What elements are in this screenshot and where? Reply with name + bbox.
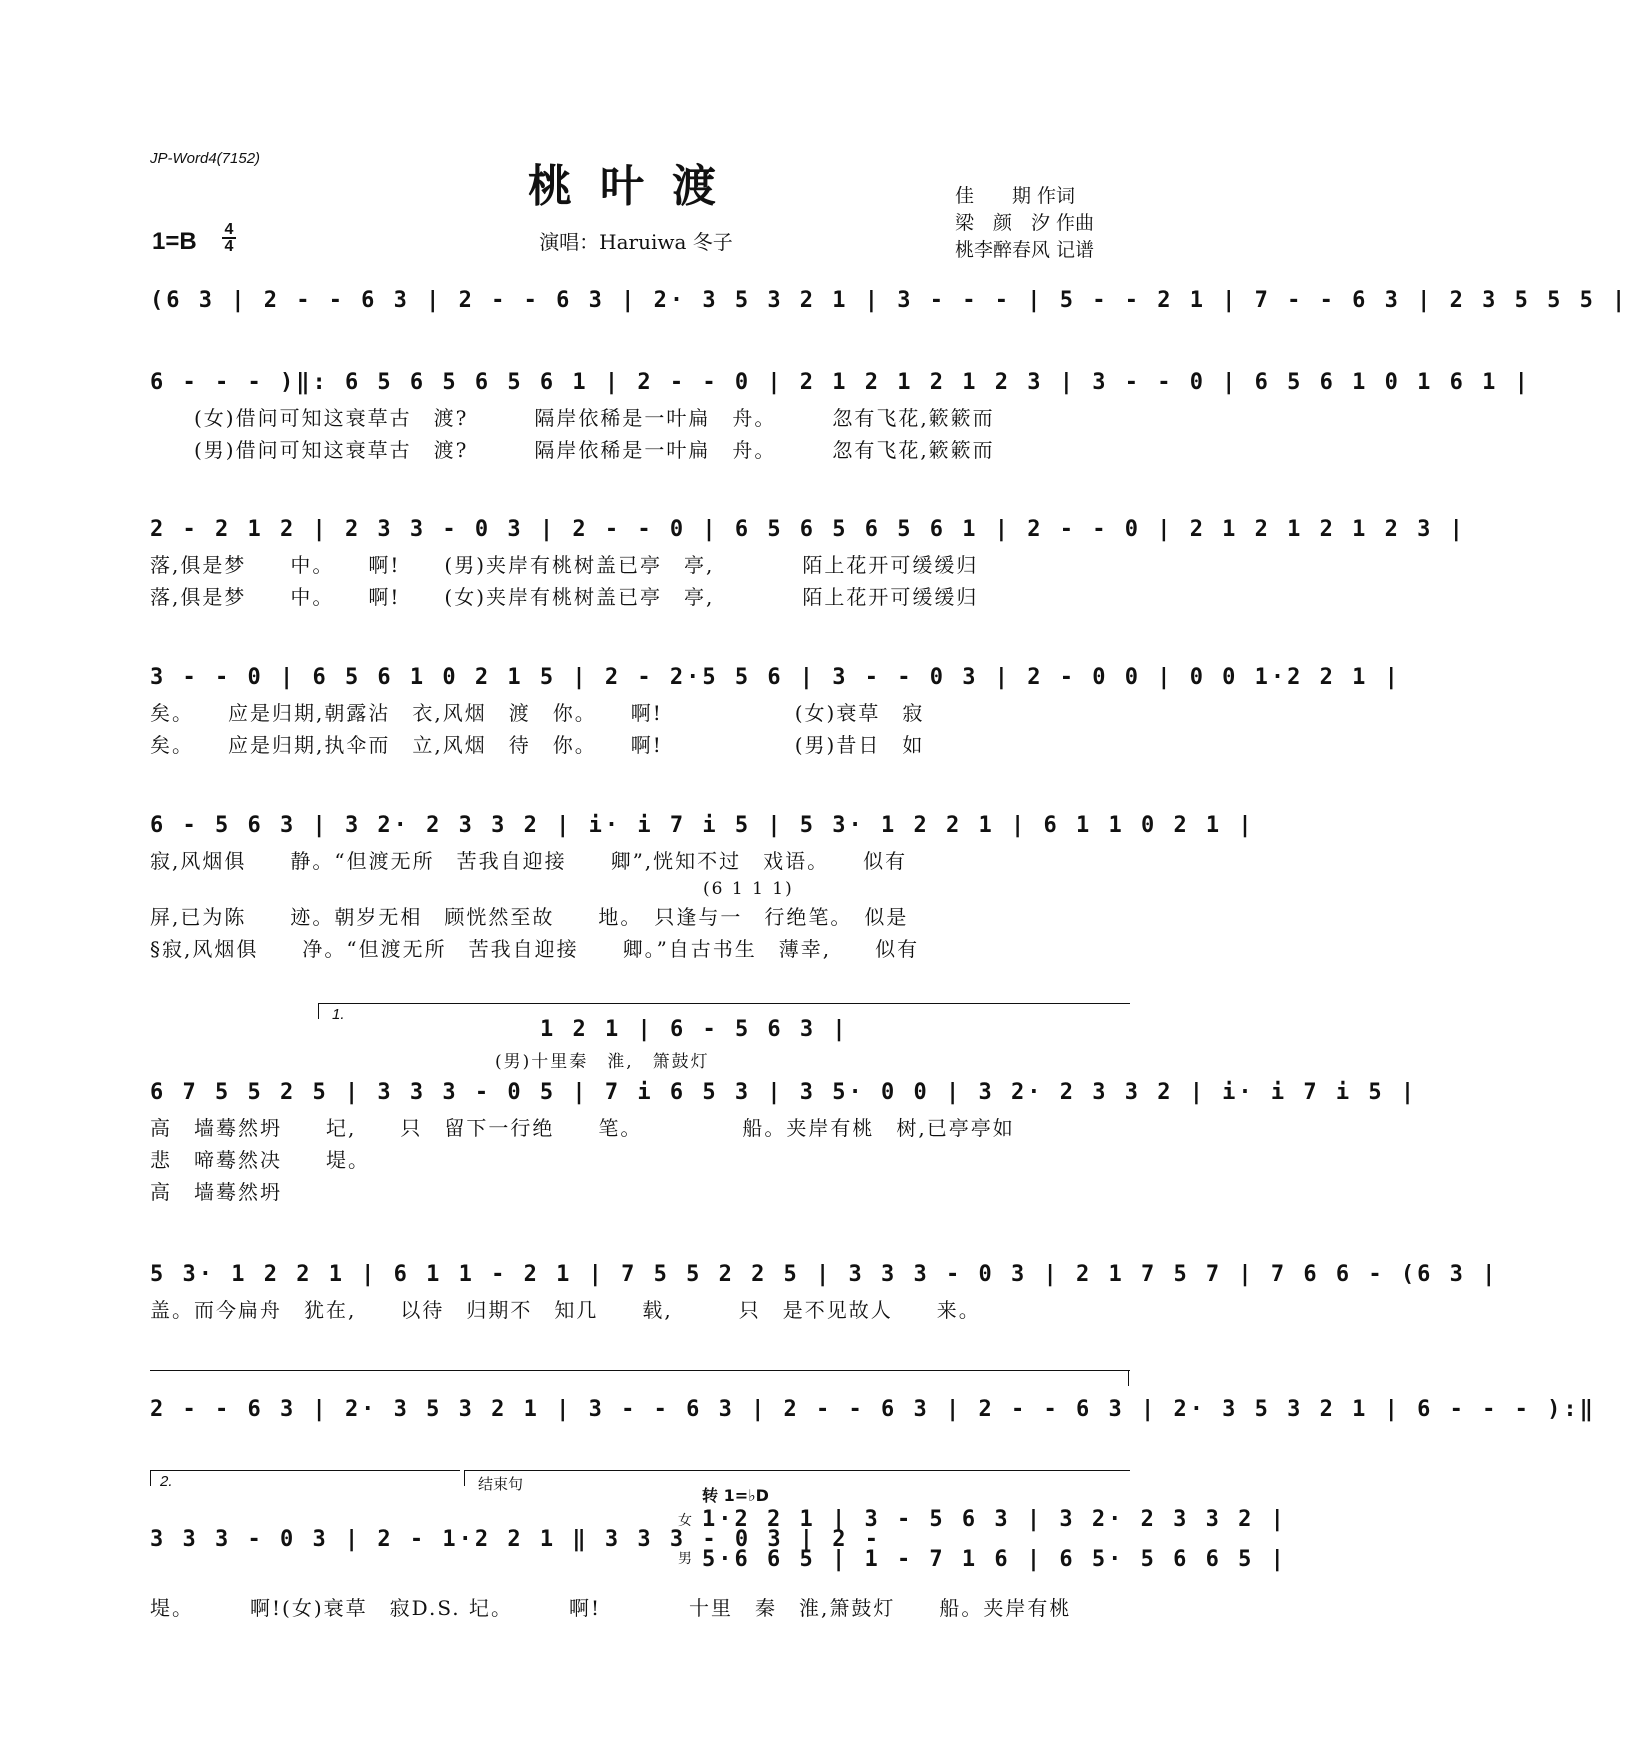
lyric-line-2: 悲 啼蓦然决 堤。 [150, 1148, 370, 1172]
lyric-line-1: 落,俱是梦 中。 啊! (男)夹岸有桃树盖已亭 亭, 陌上花开可缓缓归 [150, 553, 979, 577]
coda-tick [464, 1470, 465, 1486]
notes-line: 2 - 2 1 2 | 2 3 3 - 0 3 | 2 - - 0 | 6 5 6 5 6 5 6 1 | 2 - - 0 | 2 1 2 1 2 1 2 3 | [150, 517, 1466, 542]
notes-line: 5 3· 1 2 2 1 | 6 1 1 - 2 1 | 7 5 5 2 2 5 | 3 3 3 - 0 3 | 2 1 7 5 7 | 7 6 6 - (6 3 | [150, 1262, 1499, 1287]
system-7 [150, 1257, 1499, 1326]
notes-line: 3 3 3 - 0 3 | 2 - 1·2 2 1 ‖ 3 3 3 - 0 3 | 2 - [150, 1527, 882, 1552]
volta-2-label: 2. [160, 1473, 173, 1490]
lyric-line-1: 堤。 啊!(女)衰草 寂D.S. 圮。 啊! 十里 秦 淮,箫鼓灯 船。夹岸有桃 [150, 1596, 1072, 1620]
lyric-line-1: 高 墙蓦然坍 圮, 只 留下一行绝 笔。 船。夹岸有桃 树,已亭亭如 [150, 1116, 1015, 1140]
lyric-line-2: (男)借问可知这衰草古 渡? 隔岸依稀是一叶扁 舟。 忽有飞花,簌簌而 [150, 438, 995, 462]
credits-block [955, 183, 1094, 264]
notes-line: 6 - - - )‖: 6 5 6 5 6 5 6 1 | 2 - - 0 | 2 1 2 1 2 1 2 3 | 3 - - 0 | 6 5 6 1 0 1 6 1 | [150, 370, 1531, 395]
modulation-mark: 转 1=♭D [702, 1486, 769, 1505]
credit-transcriber: 桃李醉春风 记谱 [955, 239, 1095, 261]
notes-line: 6 7 5 5 2 5 | 3 3 3 - 0 5 | 7 i 6 5 3 | 3 5· 0 0 | 3 2· 2 3 3 2 | i· i 7 i 5 | [150, 1080, 1418, 1105]
notes-line: 6 - 5 6 3 | 3 2· 2 3 3 2 | i· i 7 i 5 | 5 3· 1 2 2 1 | 6 1 1 0 2 1 | [150, 813, 1255, 838]
key-signature: 1=B [152, 228, 197, 255]
credit-composer: 梁 颜 汐 作曲 [955, 212, 1095, 234]
system-1 [150, 283, 1628, 320]
volta-2-tick [150, 1470, 151, 1486]
voice-male-label: 男 [678, 1551, 692, 1567]
lyric-line-1: 寂,风烟俱 静。“但渡无所 苦我自迎接 卿”,恍知不过 戏语。 似有 [150, 849, 908, 873]
volta-1-line [318, 1003, 1130, 1004]
pickup-lyric-line: (男)十里秦 淮, 箫鼓灯 [495, 1052, 710, 1072]
watermark-text: JP-Word4(7152) [150, 150, 261, 167]
upper-voice-notes: 1·2 2 1 | 3 - 5 6 3 | 3 2· 2 3 3 2 | [702, 1507, 1287, 1532]
repeat-span-tick [1128, 1370, 1129, 1386]
notes-line: (6 3 | 2 - - 6 3 | 2 - - 6 3 | 2· 3 5 3 2 1 | 3 - - - | 5 - - 2 1 | 7 - - 6 3 | 2 3 5 5 5 | [150, 288, 1628, 313]
coda-label: 结束句 [478, 1476, 524, 1493]
pickup-notes-line: 1 2 1 | 6 - 5 6 3 | [540, 1017, 849, 1042]
credit-lyricist: 佳 期 作词 [955, 185, 1076, 207]
lyric-line-4: §寂,风烟俱 净。“但渡无所 苦我自迎接 卿。”自古书生 薄幸, 似有 [150, 937, 920, 961]
lyric-line-3: 屏,已为陈 迹。朝岁无相 顾恍然至故 地。 只逢与一 行绝笔。 似是 [150, 905, 909, 929]
notes-line: 2 - - 6 3 | 2· 3 5 3 2 1 | 3 - - 6 3 | 2 - - 6 3 | 2 - - 6 3 | 2· 3 5 3 2 1 | 6 - - - ):‖ [150, 1397, 1596, 1422]
song-title: 桃叶渡 [528, 161, 744, 212]
lyric-line-2: 落,俱是梦 中。 啊! (女)夹岸有桃树盖已亭 亭, 陌上花开可缓缓归 [150, 585, 979, 609]
system-6 [150, 1012, 1418, 1208]
lyric-line-1: (女)借问可知这衰草古 渡? 隔岸依稀是一叶扁 舟。 忽有飞花,簌簌而 [150, 406, 995, 430]
volta-1-label: 1. [332, 1006, 345, 1023]
time-top: 4 [224, 221, 234, 238]
voice-female-label: 女 [678, 1513, 692, 1529]
coda-line [464, 1470, 1130, 1471]
system-3 [150, 512, 1466, 613]
time-bottom: 4 [222, 237, 236, 254]
system-4 [150, 660, 1401, 761]
system-5 [150, 808, 1255, 965]
repeat-span-line [150, 1370, 1130, 1371]
lyric-line-1: 矣。 应是归期,朝露沾 衣,风烟 渡 你。 啊! (女)衰草 寂 [150, 701, 925, 725]
lyric-alt-notes: (6 1 1 1) [190, 879, 794, 899]
lower-voice-notes: 5·6 6 5 | 1 - 7 1 6 | 6 5· 5 6 6 5 | [702, 1547, 1287, 1572]
notes-line: 3 - - 0 | 6 5 6 1 0 2 1 5 | 2 - 2·5 5 6 | 3 - - 0 3 | 2 - 0 0 | 0 0 1·2 2 1 | [150, 665, 1401, 690]
time-signature [222, 222, 236, 254]
system-8 [150, 1392, 1596, 1429]
lyric-line-2: 矣。 应是归期,执伞而 立,风烟 待 你。 啊! (男)昔日 如 [150, 733, 925, 757]
volta-2-line [150, 1470, 460, 1471]
system-2 [150, 365, 1531, 466]
singer-line: 演唱：Haruiwa 冬子 [539, 230, 733, 254]
lyric-line-3: 高 墙蓦然坍 [150, 1180, 282, 1204]
lyric-line-1: 盖。而今扁舟 犹在, 以待 归期不 知几 载, 只 是不见故人 来。 [150, 1298, 981, 1322]
